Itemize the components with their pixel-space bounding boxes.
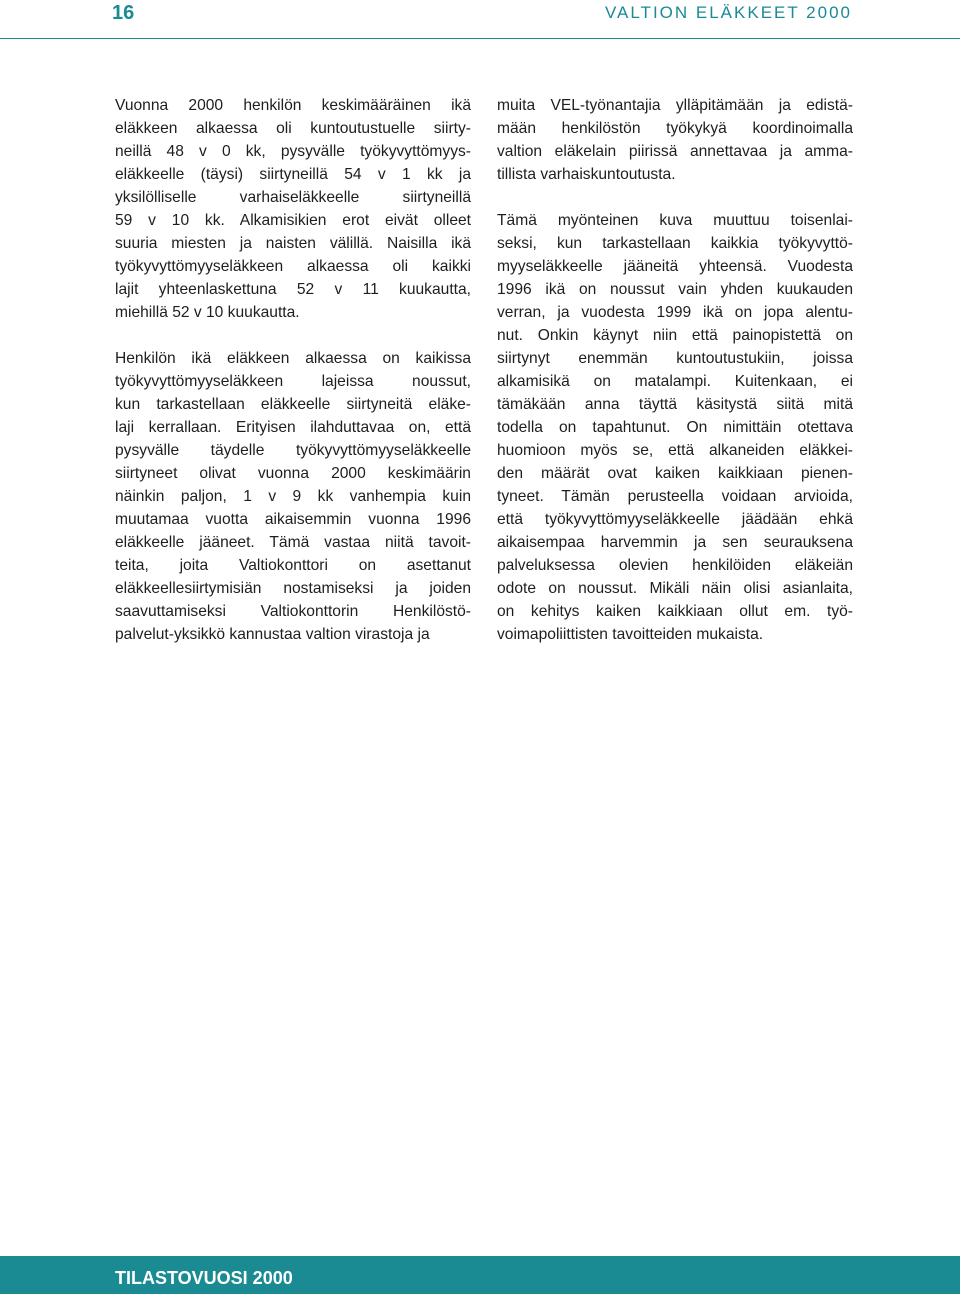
paragraph-line: työkyvyttömyyseläkkeen lajeissa noussut, (115, 373, 471, 390)
paragraph-line: työkyvyttömyyseläkkeen alkaessa oli kaikki (115, 258, 471, 275)
paragraph-line: muita VEL-työnantajia ylläpitämään ja edistä- (497, 97, 853, 114)
paragraph-line: tillista varhaiskuntoutusta. (497, 166, 676, 183)
paragraph-line: Henkilön ikä eläkkeen alkaessa on kaikissa (115, 350, 471, 367)
paragraph-line: kun tarkastellaan eläkkeelle siirtyneitä eläke- (115, 396, 471, 413)
paragraph-line: muutamaa vuotta aikaisemmin vuonna 1996 (115, 511, 471, 528)
paragraph-line: 1996 ikä on noussut vain yhden kuukauden (497, 281, 853, 298)
text-column-right (497, 94, 853, 669)
paragraph-line: alkamisikä on matalampi. Kuitenkaan, ei (497, 373, 853, 390)
footer-band (0, 1256, 960, 1294)
paragraph-line: myyseläkkeelle jääneitä yhteensä. Vuodesta (497, 258, 853, 275)
paragraph-line: on kehitys kaiken kaikkiaan ollut em. työ- (497, 603, 853, 620)
paragraph-line: miehillä 52 v 10 kuukautta. (115, 304, 300, 321)
paragraph-line: palvelut-yksikkö kannustaa valtion virastoja ja (115, 626, 430, 643)
page-number: 16 (112, 2, 135, 24)
paragraph-line: siirtyneet olivat vuonna 2000 keskimäärin (115, 465, 471, 482)
paragraph-line: den määrät ovat kaiken kaikkiaan pienen- (497, 465, 853, 482)
paragraph (497, 209, 853, 646)
paragraph-line: tyneet. Tämän perusteella voidaan arvioida, (497, 488, 853, 505)
paragraph-line: aikaisempaa harvemmin ja sen seurauksena (497, 534, 853, 551)
running-title: VALTION ELÄKKEET 2000 (604, 3, 852, 22)
paragraph-line: 59 v 10 kk. Alkamisikien erot eivät olleet (115, 212, 471, 229)
paragraph-line: huomioon myös se, että alkaneiden eläkkei- (497, 442, 853, 459)
paragraph-line: nut. Onkin käynyt niin että painopistettä on (497, 327, 853, 344)
paragraph-line: eläkkeen alkaessa oli kuntoutustuelle siirty- (115, 120, 471, 137)
paragraph-line: saavuttamiseksi Valtiokonttorin Henkilöstö- (115, 603, 471, 620)
paragraph-line: neillä 48 v 0 kk, pysyvälle työkyvyttömyys- (115, 143, 471, 160)
paragraph-line: siirtynyt enemmän kuntoutustukiin, joissa (497, 350, 853, 367)
paragraph-line: lajit yhteenlaskettuna 52 v 11 kuukautta, (115, 281, 471, 298)
page-header (0, 0, 960, 39)
paragraph-line: näinkin paljon, 1 v 9 kk vanhempia kuin (115, 488, 471, 505)
paragraph-line: odote on noussut. Mikäli näin olisi asianlaita, (497, 580, 853, 597)
footer-title: TILASTOVUOSI 2000 (115, 1268, 293, 1288)
paragraph-line: eläkkeellesiirtymisiän nostamiseksi ja joiden (115, 580, 471, 597)
paragraph-line: palveluksessa olevien henkilöiden eläkeiän (497, 557, 853, 574)
paragraph-line: verran, ja vuodesta 1999 ikä on jopa alentu- (497, 304, 853, 321)
paragraph-line: todella on tapahtunut. On nimittäin otettava (497, 419, 853, 436)
paragraph (115, 94, 471, 324)
paragraph-line: pysyvälle täydelle työkyvyttömyyseläkkeelle (115, 442, 471, 459)
paragraph-line: valtion eläkelain piirissä annettavaa ja amma- (497, 143, 853, 160)
paragraph-line: tämäkään anna täyttä käsitystä siitä mitä (497, 396, 853, 413)
paragraph-line: mään henkilöstön työkykyä koordinoimalla (497, 120, 853, 137)
paragraph-line: että työkyvyttömyyseläkkeelle jäädään ehkä (497, 511, 853, 528)
paragraph-line: Vuonna 2000 henkilön keskimääräinen ikä (115, 97, 471, 114)
paragraph-line: voimapoliittisten tavoitteiden mukaista. (497, 626, 764, 643)
paragraph-line: Tämä myönteinen kuva muuttuu toisenlai- (497, 212, 853, 229)
paragraph (497, 94, 853, 186)
paragraph-line: yksilölliselle varhaiseläkkeelle siirtyneillä (115, 189, 471, 206)
paragraph-line: laji kerrallaan. Erityisen ilahduttavaa on, että (115, 419, 471, 436)
paragraph-line: teita, joita Valtiokonttori on asettanut (115, 557, 471, 574)
paragraph-line: suuria miesten ja naisten välillä. Naisilla ikä (115, 235, 471, 252)
text-column-left (115, 94, 471, 669)
paragraph-line: eläkkeelle (täysi) siirtyneillä 54 v 1 kk ja (115, 166, 471, 183)
paragraph-line: seksi, kun tarkastellaan kaikkia työkyvyttö- (497, 235, 853, 252)
paragraph (115, 347, 471, 646)
paragraph-line: eläkkeelle jääneet. Tämä vastaa niitä tavoit- (115, 534, 471, 551)
